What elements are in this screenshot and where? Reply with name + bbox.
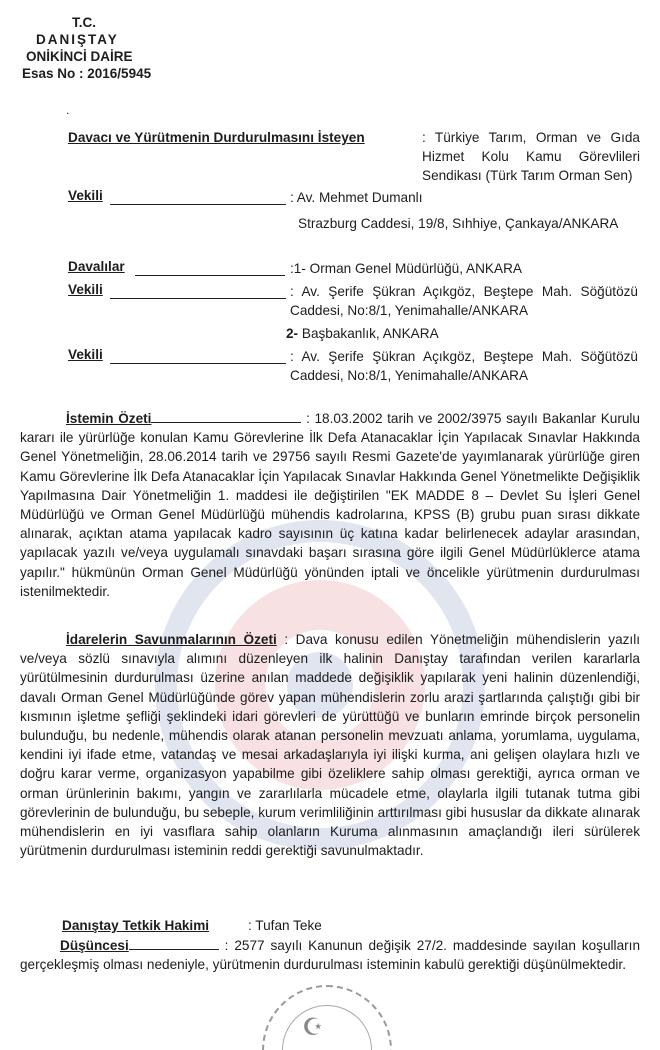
- crescent-star-icon: ☪: [302, 1014, 324, 1041]
- plaintiff-attorney-address: Strazburg Caddesi, 19/8, Sıhhiye, Çankaya/ANKARA: [298, 216, 619, 231]
- label-rule: [110, 363, 286, 364]
- plaintiff-attorney-label: Vekili: [68, 188, 103, 203]
- label-rule: [135, 275, 285, 276]
- defendants-label: Davalılar: [68, 259, 125, 274]
- request-summary-heading: İstemin Özeti: [66, 411, 152, 426]
- defendant-second-name: Başbakanlık, ANKARA: [301, 326, 439, 341]
- opinion: [20, 936, 640, 974]
- header-chamber: ONİKİNCİ DAİRE: [26, 49, 133, 64]
- header-case-no: Esas No : 2016/5945: [22, 66, 152, 81]
- judge-label: Danıştay Tetkik Hakimi: [62, 918, 210, 933]
- defendant-first-attorney: : Av. Şerife Şükran Açıkgöz, Beştepe Mah. Söğütözü Caddesi, No:8/1, Yenimahalle/ANKARA: [290, 284, 638, 318]
- defendant-second-attorney: : Av. Şerife Şükran Açıkgöz, Beştepe Mah. Söğütözü Caddesi, No:8/1, Yenimahalle/ANKARA: [290, 349, 638, 383]
- plaintiff-attorney-name: : Av. Mehmet Dumanlı: [290, 190, 423, 205]
- court-stamp: [262, 985, 392, 1050]
- defendant-first: :1- Orman Genel Müdürlüğü, ANKARA: [290, 261, 522, 276]
- defendant-second-attorney-label: Vekili: [68, 347, 103, 362]
- defense-summary-heading: İdarelerin Savunmalarının Özeti: [66, 632, 277, 647]
- opinion-label: Düşüncesi: [60, 938, 129, 953]
- document-header: [22, 14, 151, 82]
- defendant-second: 2- Başbakanlık, ANKARA: [286, 326, 439, 341]
- defense-summary: [20, 630, 640, 860]
- defendant-first-attorney-label: Vekili: [68, 282, 103, 297]
- label-rule: [110, 298, 286, 299]
- dot-mark: .: [66, 103, 70, 117]
- header-tc: T.C.: [72, 15, 97, 30]
- defense-summary-text: : Dava konusu edilen Yönetmeliğin mühendislerin yazılı ve/veya sözlü sınavıyla alımını düzenleyen ilk halinin Danıştay tarafından verilen kararlarla yürütülmesinin durdurulması üzerine anılan maddede değişiklik yapılarak yeni halinin düzenlendiği, davalı Orman Genel Müdürlüğünde görev yapan mühendislerin zorlu arazi şartlarında çalıştığı gibi bir kısmının işletme şefliği şeklindeki idari görevleri de yürüttüğü ve bunların emrinde birçok personelin bulunduğu, bu nedenle, mühendis olarak atanan personelin mevzuatı anlama, yorumlama, uygulama, kendini iyi ifade etme, vatandaş ve mesai arkadaşlarıyla iyi ilişki kurma, ani gelişen olaylara hızlı ve doğru karar verme, organizasyon yapabilme gibi özeliklere sahip olması gerektiği, ayrıca orman ve orman ürünlerinin bakımı, yangın ve zararlılarla mücadele etme, olaylarla ilgili tutanak tutma gibi görevlerinin de bulunduğu, bu sebeple, kurum verimliliğinin arttırılması gibi hususlar da dikkate alınarak mühendislerin en iyi vasıflara sahip olanların Kuruma alınmasının amaçlandığı ileri sürülerek yürütmenin durdurulması isteminin reddi gerektiği savunulmaktadır.: [20, 632, 640, 859]
- request-summary-text: : 18.03.2002 tarih ve 2002/3975 sayılı Bakanlar Kurulu kararı ile yürürlüğe konulan Kamu Görevlerine İlk Defa Atanacaklar İçin Yapılacak Sınavlar Hakkında Genel Yönetmeliğin, 28.06.2014 tarih ve 29756 sayılı Resmi Gazete'de yayımlanarak yürürlüğe giren Kamu Görevlerine İlk Defa Atanacaklar İçin Yapılacak Sınavlar Hakkında Genel Yönetmelikte Değişiklik Yapılmasına Dair Yönetmeliğin 1. maddesi ile değiştirilen "EK MADDE 8 – Devlet Su İşleri Genel Müdürlüğü ve Orman Genel Müdürlüğü mühendis kadrolarına, KPSS (B) grubu puan sırası dikkate alınarak, açıktan atama yapılacak kadro sayısının üç katına kadar belirlenecek adaylar arasından, yapılacak yazılı ve/veya uygulamalı sınavdaki başarı sırasına göre ilgili Genel Müdürlüklerce atama yapılır." hükmünün Orman Genel Müdürlüğü yönünden iptali ve öncelikle yürütmenin durdurulması istenilmektedir.: [20, 411, 640, 599]
- plaintiff-value: : Türkiye Tarım, Orman ve Gıda Hizmet Kolu Kamu Görevlileri Sendikası (Türk Tarım Orman Sen): [422, 130, 640, 183]
- request-summary: [20, 409, 640, 601]
- header-court: DANIŞTAY: [36, 32, 119, 47]
- plaintiff-label: Davacı ve Yürütmenin Durdurulmasını İsteyen: [68, 130, 365, 145]
- opinion-text: : 2577 sayılı Kanunun değişik 27/2. maddesinde sayılan koşulların gerçekleşmiş olması nedeniyle, yürütmenin durdurulması isteminin kabulü gerektiği düşünülmektedir.: [20, 938, 641, 973]
- label-rule: [110, 204, 286, 205]
- judge-name: : Tufan Teke: [248, 918, 322, 933]
